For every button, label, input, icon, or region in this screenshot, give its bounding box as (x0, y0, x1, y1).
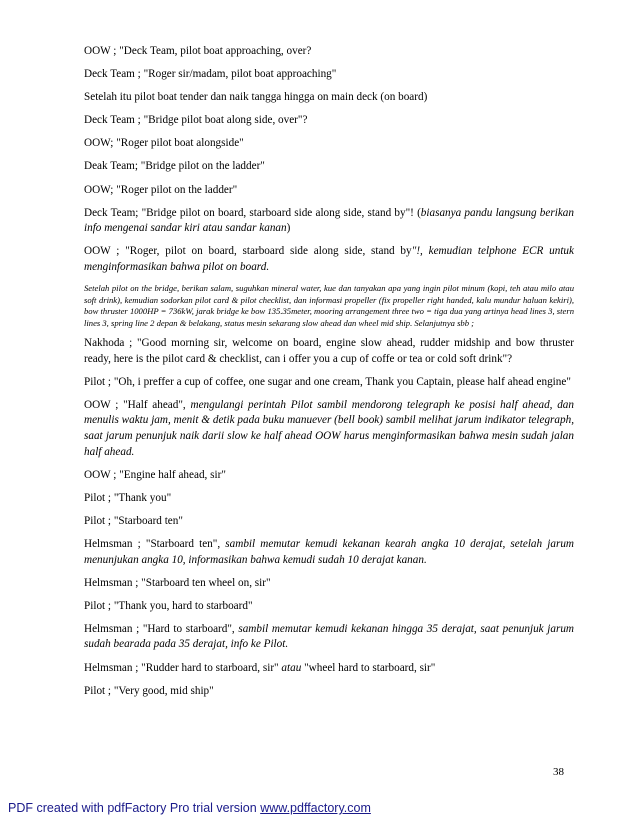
dialogue-paragraph (84, 206, 574, 237)
paragraph-text: OOW ; "Roger, pilot on board, starboard side along side, stand by (84, 245, 412, 258)
dialogue-paragraph (84, 44, 574, 60)
dialogue-paragraph (84, 113, 574, 129)
dialogue-paragraph (84, 468, 574, 484)
paragraph-text: ) (286, 222, 291, 235)
italic-text: mengulangi perintah Pilot sambil mendorong telegraph ke posisi half ahead, dan menulis waktu jam, menit & detik pada buku manuever (bell book) sambil melihat jarum indikator telegraph, saat jarum penunjuk naik darii slow ke half ahead OOW harus menginformasikan bahwa mesin sudah jalan half ahead. (84, 398, 574, 458)
italic-text: Setelah pilot on the bridge, berikan salam, suguhkan mineral water, kue dan tanyakan apa yang ingin pilot minum (kopi, teh atau milo atau soft drink), kemudian sodorkan pilot card & pilot checklist, dan informasi propeller (fix propeller right handed, kalu mundur haluan kekiri), bow thruster 1000HP = 736kW, jarak bridge ke bow 135.35meter, mooring arrangement three two = tiga dua yang artinya head lines 3, stern lines 3, spring line 2 depan & belakang, status mesin sekarang slow ahead dan wheel mid ship. Selanjutnya sbb ; (84, 283, 574, 328)
dialogue-paragraph (84, 491, 574, 507)
dialogue-paragraph (84, 684, 574, 700)
dialogue-paragraph (84, 90, 574, 106)
dialogue-paragraph (84, 159, 574, 175)
dialogue-paragraph (84, 375, 574, 391)
paragraph-text: OOW; "Roger pilot on the ladder" (84, 183, 238, 196)
paragraph-text: Deck Team; "Bridge pilot on board, starboard side along side, stand by"! ( (84, 206, 421, 219)
paragraph-text: OOW ; "Deck Team, pilot boat approaching, over? (84, 45, 312, 57)
paragraph-text: Pilot ; "Starboard ten" (84, 514, 183, 527)
paragraph-text: "wheel hard to starboard, sir" (301, 661, 436, 674)
paragraph-text: OOW ; "Engine half ahead, sir" (84, 468, 226, 481)
italic-text: sambil memutar kemudi kekanan kearah angka 10 derajat, setelah jarum menunjukan angka 10, informasikan bahwa kemudi sudah 10 derajat kanan. (84, 537, 574, 566)
paragraph-text: OOW; "Roger pilot boat alongside" (84, 137, 244, 150)
paragraph-text: Helmsman ; "Rudder hard to starboard, sir" (84, 661, 282, 674)
paragraph-text: Pilot ; "Oh, i preffer a cup of coffee, one sugar and one cream, Thank you Captain, please half ahead engine" (84, 375, 571, 388)
dialogue-paragraph (84, 537, 574, 568)
paragraph-text: Helmsman ; "Hard to starboard", (84, 622, 239, 635)
dialogue-paragraph (84, 599, 574, 615)
dialogue-paragraph (84, 67, 574, 83)
paragraph-text: Deak Team; "Bridge pilot on the ladder" (84, 160, 265, 173)
note-paragraph (84, 283, 574, 329)
italic-text: "!, kemudian telphone ECR untuk menginformasikan bahwa pilot on board. (84, 245, 574, 273)
dialogue-paragraph (84, 398, 574, 460)
dialogue-paragraph (84, 136, 574, 152)
footer-link[interactable]: www.pdffactory.com (260, 801, 371, 815)
paragraph-text: Helmsman ; "Starboard ten wheel on, sir" (84, 576, 271, 589)
italic-text: biasanya pandu langsung berikan info mengenai sandar kiri atau sandar kanan (84, 206, 574, 235)
paragraph-text: Pilot ; "Thank you, hard to starboard" (84, 599, 253, 612)
paragraph-text: Pilot ; "Very good, mid ship" (84, 684, 214, 697)
italic-text: atau (281, 661, 302, 674)
pdf-footer (8, 801, 371, 815)
footer-text: PDF created with pdfFactory Pro trial version (8, 801, 261, 815)
paragraph-text: Nakhoda ; "Good morning sir, welcome on board, engine slow ahead, rudder midship and bow thruster ready, here is the pilot card & checklist, can i offer you a cup of coffe or tea or cold soft drink"? (84, 337, 574, 365)
dialogue-paragraph (84, 514, 574, 530)
dialogue-paragraph (84, 576, 574, 592)
italic-text: sambil memutar kemudi kekanan hingga 35 derajat, saat penunjuk jarum sudah bearada pada 35 derajat, info ke Pilot. (84, 622, 574, 651)
paragraph-text: Deck Team ; "Roger sir/madam, pilot boat approaching" (84, 68, 337, 81)
paragraph-text: Setelah itu pilot boat tender dan naik tangga hingga on main deck (on board) (84, 91, 428, 104)
dialogue-paragraph (84, 622, 574, 653)
paragraph-text: Pilot ; "Thank you" (84, 491, 172, 504)
dialogue-paragraph (84, 661, 574, 677)
paragraph-text: OOW ; "Half ahead", (84, 398, 191, 411)
page-number: 38 (553, 766, 564, 778)
paragraph-text: Helmsman ; "Starboard ten", (84, 537, 226, 550)
dialogue-paragraph (84, 244, 574, 275)
page-body (84, 44, 574, 707)
dialogue-paragraph (84, 183, 574, 199)
dialogue-paragraph (84, 336, 574, 367)
paragraph-text: Deck Team ; "Bridge pilot boat along side, over"? (84, 114, 308, 127)
